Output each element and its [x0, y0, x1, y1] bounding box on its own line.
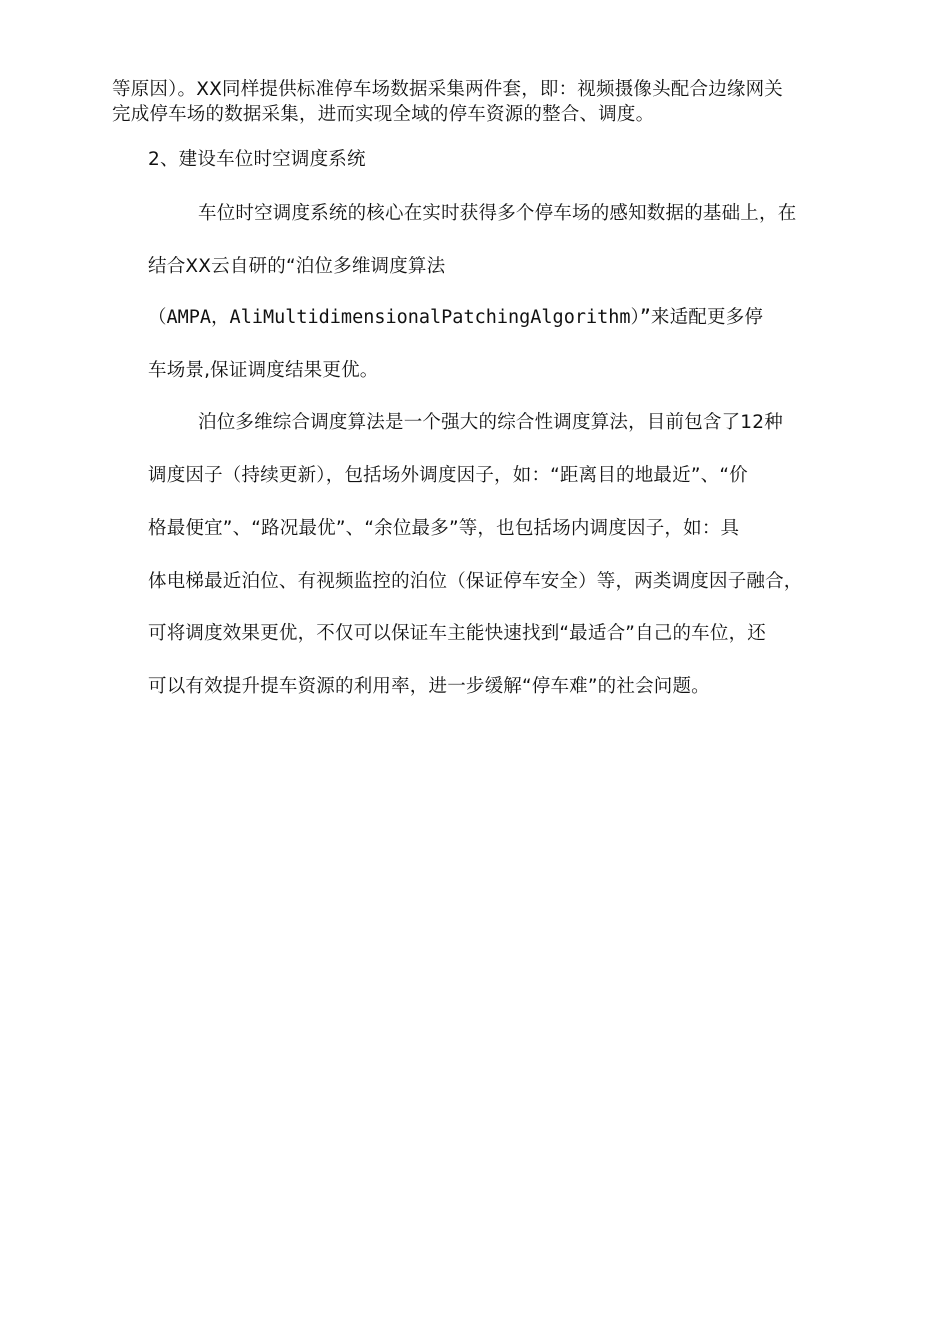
paragraph-2-line-6: 可以有效提升提车资源的利用率，进一步缓解“停车难”的社会问题。 [148, 676, 710, 697]
paragraph-1-line-1: 车位时空调度系统的核心在实时获得多个停车场的感知数据的基础上，在 [198, 203, 797, 224]
paragraph-2-line-2: 调度因子（持续更新），包括场外调度因子，如：“距离目的地最近”、“价 [148, 465, 748, 486]
paragraph-2-line-5: 可将调度效果更优，不仅可以保证车主能快速找到“最适合”自己的车位，还 [148, 623, 766, 644]
intro-line-1: 等原因）。XX同样提供标准停车场数据采集两件套，即：视频摄像头配合边缘网关 [112, 79, 784, 100]
paragraph-1-line-3-suffix: 来适配更多停 [650, 307, 764, 328]
paragraph-2-line-4: 体电梯最近泊位、有视频监控的泊位（保证停车安全）等，两类调度因子融合， [148, 571, 803, 592]
paragraph-2-line-1: 泊位多维综合调度算法是一个强大的综合性调度算法，目前包含了12种 [198, 412, 783, 433]
paragraph-1-line-3 [148, 306, 763, 330]
intro-line-2: 完成停车场的数据采集，进而实现全域的停车资源的整合、调度。 [112, 104, 655, 125]
algorithm-name: （AMPA，AliMultidimensionalPatchingAlgorithm）” [148, 307, 651, 328]
paragraph-1-line-4: 车场景,保证调度结果更优。 [148, 360, 379, 381]
paragraph-2-line-3: 格最便宜”、“路况最优”、“余位最多”等，也包括场内调度因子，如：具 [148, 518, 740, 539]
section-heading: 2、建设车位时空调度系统 [148, 149, 366, 170]
paragraph-1-line-2: 结合XX云自研的“泊位多维调度算法 [148, 256, 446, 277]
